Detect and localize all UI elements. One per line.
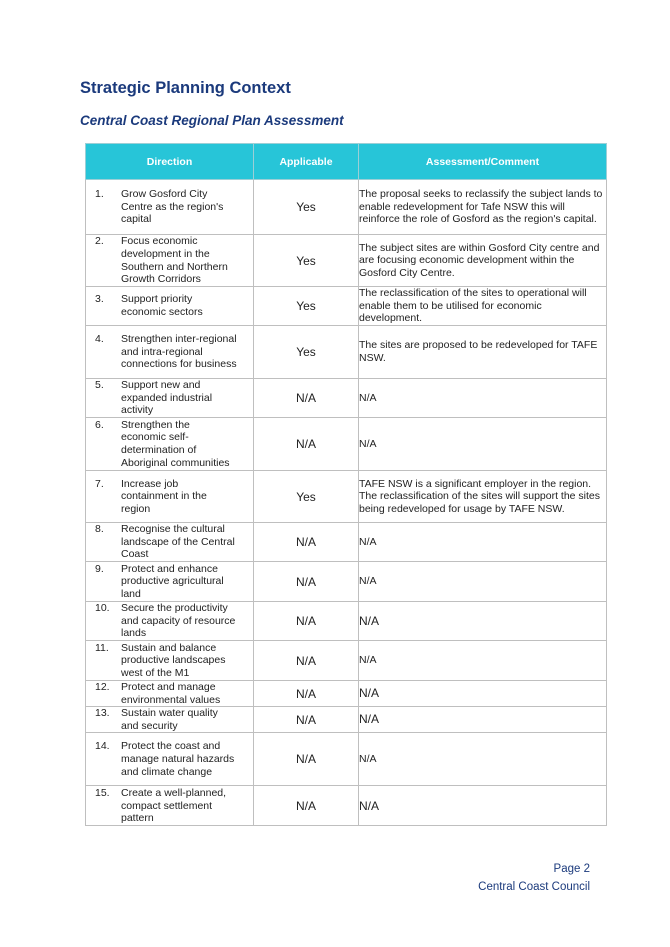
table-row — [86, 287, 607, 326]
direction-text: Protect the coast and manage natural hazards and climate change — [121, 740, 235, 778]
table-row — [86, 641, 607, 681]
table-row — [86, 707, 607, 733]
direction-cell — [86, 562, 254, 602]
page-subtitle: Central Coast Regional Plan Assessment — [80, 113, 344, 128]
comment-cell — [359, 523, 607, 562]
direction-cell — [86, 379, 254, 418]
row-number: 13. — [95, 707, 110, 720]
applicable-cell: Yes — [254, 180, 359, 235]
table-row — [86, 733, 607, 786]
comment-cell — [359, 786, 607, 826]
row-number: 4. — [95, 333, 104, 346]
direction-text: Strengthen inter-regional and intra-regional connections for business — [121, 333, 237, 371]
comment-text: TAFE NSW is a significant employer in the region. The reclassification of the sites will support the sites being redeveloped for usage by TAFE NSW. — [359, 477, 601, 515]
footer-organisation: Central Coast Council — [478, 881, 590, 893]
table-row — [86, 602, 607, 641]
direction-cell — [86, 733, 254, 786]
comment-cell — [359, 733, 607, 786]
comment-text: The proposal seeks to reclassify the subject lands to enable redevelopment for Tafe NSW this will reinforce the role of Gosford as the region's capital. — [359, 188, 603, 226]
comment-text: N/A — [359, 613, 380, 628]
direction-text: Strengthen the economic self-determination of Aboriginal communities — [121, 418, 230, 469]
table-row — [86, 180, 607, 235]
comment-text: N/A — [359, 686, 380, 701]
table-row — [86, 681, 607, 707]
row-number: 8. — [95, 523, 104, 536]
table-row — [86, 418, 607, 471]
applicable-cell: Yes — [254, 287, 359, 326]
table-header-row — [86, 144, 607, 180]
direction-cell — [86, 523, 254, 562]
comment-cell — [359, 707, 607, 733]
comment-text: N/A — [359, 654, 377, 667]
comment-cell — [359, 562, 607, 602]
direction-cell — [86, 418, 254, 471]
applicable-cell: N/A — [254, 418, 359, 471]
direction-text: Secure the productivity and capacity of resource lands — [121, 602, 236, 640]
comment-cell — [359, 418, 607, 471]
row-number: 9. — [95, 562, 104, 575]
comment-cell — [359, 641, 607, 681]
comment-text: N/A — [359, 753, 377, 766]
comment-cell — [359, 602, 607, 641]
direction-cell — [86, 180, 254, 235]
comment-cell — [359, 180, 607, 235]
row-number: 14. — [95, 740, 110, 753]
comment-text: The sites are proposed to be redeveloped for TAFE NSW. — [359, 339, 598, 364]
direction-text: Recognise the cultural landscape of the Central Coast — [121, 523, 235, 561]
comment-text: N/A — [359, 391, 377, 404]
applicable-cell: N/A — [254, 562, 359, 602]
applicable-cell: N/A — [254, 523, 359, 562]
row-number: 5. — [95, 379, 104, 392]
comment-cell — [359, 681, 607, 707]
direction-text: Sustain and balance productive landscapes west of the M1 — [121, 641, 226, 679]
comment-cell — [359, 379, 607, 418]
applicable-cell: N/A — [254, 681, 359, 707]
header-comment: Assessment/Comment — [359, 144, 607, 180]
table-row — [86, 523, 607, 562]
page-title: Strategic Planning Context — [80, 79, 291, 97]
applicable-cell: N/A — [254, 786, 359, 826]
direction-cell — [86, 287, 254, 326]
table-row — [86, 786, 607, 826]
applicable-cell: N/A — [254, 379, 359, 418]
applicable-cell: N/A — [254, 707, 359, 733]
table-row — [86, 471, 607, 523]
comment-text: N/A — [359, 535, 377, 548]
table-row — [86, 235, 607, 287]
direction-cell — [86, 707, 254, 733]
comment-text: N/A — [359, 575, 377, 588]
direction-text: Protect and manage environmental values — [121, 681, 221, 706]
direction-text: Increase job containment in the region — [121, 477, 207, 515]
row-number: 12. — [95, 681, 110, 693]
row-number: 1. — [95, 188, 104, 201]
row-number: 11. — [95, 641, 109, 654]
row-number: 6. — [95, 418, 104, 431]
row-number: 3. — [95, 293, 104, 306]
table-row — [86, 379, 607, 418]
direction-cell — [86, 641, 254, 681]
direction-cell — [86, 786, 254, 826]
direction-text: Protect and enhance productive agricultural land — [121, 562, 224, 600]
comment-cell — [359, 471, 607, 523]
direction-cell — [86, 471, 254, 523]
comment-text: The subject sites are within Gosford City centre and are focusing economic development within the Gosford City Centre. — [359, 241, 600, 279]
table-row — [86, 562, 607, 602]
applicable-cell: Yes — [254, 326, 359, 379]
page-number: Page 2 — [553, 863, 590, 875]
applicable-cell: Yes — [254, 471, 359, 523]
row-number: 10. — [95, 602, 110, 615]
direction-text: Grow Gosford City Centre as the region's capital — [121, 188, 224, 226]
applicable-cell: N/A — [254, 602, 359, 641]
table-row — [86, 326, 607, 379]
row-number: 7. — [95, 477, 104, 490]
comment-cell — [359, 326, 607, 379]
direction-text: Sustain water quality and security — [121, 707, 218, 732]
direction-cell — [86, 681, 254, 707]
row-number: 15. — [95, 786, 110, 799]
direction-text: Create a well-planned, compact settlement pattern — [121, 786, 227, 825]
direction-cell — [86, 326, 254, 379]
applicable-cell: N/A — [254, 641, 359, 681]
applicable-cell: Yes — [254, 235, 359, 287]
row-number: 2. — [95, 235, 104, 248]
comment-text: N/A — [359, 712, 380, 727]
direction-text: Focus economic development in the Southern and Northern Growth Corridors — [121, 235, 228, 286]
direction-text: Support new and expanded industrial activity — [121, 379, 213, 417]
direction-cell — [86, 602, 254, 641]
applicable-cell: N/A — [254, 733, 359, 786]
comment-text: N/A — [359, 798, 380, 813]
comment-cell — [359, 287, 607, 326]
assessment-table — [85, 143, 607, 826]
comment-cell — [359, 235, 607, 287]
direction-cell — [86, 235, 254, 287]
direction-text: Support priority economic sectors — [121, 293, 203, 318]
comment-text: The reclassification of the sites to operational will enable them to be utilised for economic development. — [359, 287, 587, 325]
comment-text: N/A — [359, 437, 377, 450]
header-applicable: Applicable — [254, 144, 359, 180]
header-direction: Direction — [86, 144, 254, 180]
